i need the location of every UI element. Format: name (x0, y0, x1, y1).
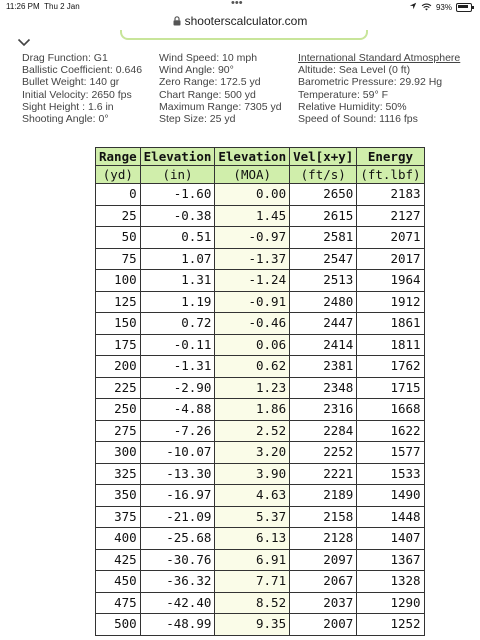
chevron-down-icon (17, 34, 31, 52)
unit-elevation-moa: (MOA) (215, 166, 290, 184)
cell-velocity: 2252 (290, 442, 357, 464)
cell-elevation-in: -2.90 (140, 377, 215, 399)
cell-energy: 1715 (357, 377, 424, 399)
param-wind-speed: Wind Speed: 10 mph (159, 52, 258, 64)
cell-range: 200 (96, 356, 141, 378)
cell-elevation-in: -0.11 (140, 334, 215, 356)
cell-range: 25 (96, 205, 141, 227)
table-row (96, 549, 425, 571)
param-speed-of-sound: Speed of Sound: 1116 fps (298, 112, 418, 125)
cell-velocity: 2615 (290, 205, 357, 227)
cell-elevation-in: -0.38 (140, 205, 215, 227)
cell-elevation-moa: -0.91 (215, 291, 290, 313)
table-row (96, 270, 425, 292)
status-date: Thu 2 Jan (44, 2, 80, 11)
cell-energy: 1762 (357, 356, 424, 378)
table-row (96, 442, 425, 464)
param-step-size: Step Size: 25 yd (159, 112, 236, 125)
cell-elevation-moa: 0.00 (215, 184, 290, 206)
table-row (96, 356, 425, 378)
cell-energy: 1533 (357, 463, 424, 485)
param-bullet-weight: Bullet Weight: 140 gr (22, 76, 120, 89)
table-row (96, 592, 425, 614)
cell-elevation-moa: 9.35 (215, 614, 290, 636)
cell-elevation-moa: 0.06 (215, 334, 290, 356)
cell-velocity: 2007 (290, 614, 357, 636)
param-barometric-pressure: Barometric Pressure: 29.92 Hg (298, 76, 443, 89)
cell-energy: 2183 (357, 184, 424, 206)
cell-energy: 2017 (357, 248, 424, 270)
cell-velocity: 2158 (290, 506, 357, 528)
cell-energy: 1407 (357, 528, 424, 550)
cell-velocity: 2284 (290, 420, 357, 442)
cell-range: 450 (96, 571, 141, 593)
cell-elevation-moa: 0.62 (215, 356, 290, 378)
battery-percent: 93% (435, 2, 452, 12)
unit-velocity: (ft/s) (290, 166, 357, 184)
cell-energy: 1577 (357, 442, 424, 464)
param-initial-velocity: Initial Velocity: 2650 fps (22, 88, 132, 101)
param-zero-range: Zero Range: 172.5 yd (159, 76, 261, 89)
cell-elevation-moa: 1.45 (215, 205, 290, 227)
param-sight-height: Sight Height : 1.6 in (22, 100, 114, 113)
cell-energy: 1328 (357, 571, 424, 593)
cell-range: 300 (96, 442, 141, 464)
cell-velocity: 2037 (290, 592, 357, 614)
cell-elevation-in: -16.97 (140, 485, 215, 507)
cell-elevation-in: -13.30 (140, 463, 215, 485)
cell-elevation-moa: 3.90 (215, 463, 290, 485)
cell-energy: 1811 (357, 334, 424, 356)
cell-elevation-moa: 1.23 (215, 377, 290, 399)
cell-elevation-moa: 8.52 (215, 592, 290, 614)
unit-elevation-in: (in) (140, 166, 215, 184)
table-row (96, 227, 425, 249)
table-header-row (96, 148, 425, 166)
cell-velocity: 2447 (290, 313, 357, 335)
status-right (409, 2, 472, 12)
cell-energy: 1622 (357, 420, 424, 442)
table-row (96, 420, 425, 442)
param-relative-humidity: Relative Humidity: 50% (298, 100, 407, 113)
cell-range: 475 (96, 592, 141, 614)
status-time: 11:26 PM (6, 2, 40, 11)
unit-energy: (ft.lbf) (357, 166, 424, 184)
col-header-velocity: Vel[x+y] (290, 148, 357, 166)
cell-velocity: 2097 (290, 549, 357, 571)
lock-icon (173, 16, 181, 26)
status-time-date (6, 2, 80, 11)
cell-energy: 2071 (357, 227, 424, 249)
cell-elevation-moa: 5.37 (215, 506, 290, 528)
cell-velocity: 2348 (290, 377, 357, 399)
calculation-parameters (0, 52, 480, 132)
param-shooting-angle: Shooting Angle: 0° (22, 112, 109, 125)
param-wind-angle: Wind Angle: 90° (159, 64, 234, 77)
cell-energy: 2127 (357, 205, 424, 227)
cell-elevation-in: 1.19 (140, 291, 215, 313)
table-row (96, 291, 425, 313)
cell-elevation-in: -42.40 (140, 592, 215, 614)
cell-elevation-in: -36.32 (140, 571, 215, 593)
param-chart-range: Chart Range: 500 yd (159, 88, 256, 101)
cell-elevation-in: -25.68 (140, 528, 215, 550)
table-row (96, 377, 425, 399)
cell-elevation-moa: -0.97 (215, 227, 290, 249)
param-altitude: Altitude: Sea Level (0 ft) (298, 64, 411, 77)
multitask-dots-icon[interactable]: ••• (231, 0, 243, 9)
cell-range: 125 (96, 291, 141, 313)
cell-energy: 1290 (357, 592, 424, 614)
cell-elevation-in: 1.07 (140, 248, 215, 270)
address-bar[interactable] (0, 12, 480, 30)
table-body (96, 184, 425, 636)
table-row (96, 506, 425, 528)
cell-elevation-in: -1.60 (140, 184, 215, 206)
collapsed-panel-edge (120, 30, 368, 40)
url-domain: shooterscalculator.com (184, 14, 308, 28)
cell-range: 175 (96, 334, 141, 356)
cell-energy: 1490 (357, 485, 424, 507)
cell-range: 375 (96, 506, 141, 528)
parameters-column-atmosphere (298, 52, 460, 125)
col-header-elevation-in: Elevation (140, 148, 215, 166)
cell-range: 225 (96, 377, 141, 399)
cell-energy: 1861 (357, 313, 424, 335)
battery-icon (456, 3, 472, 12)
cell-elevation-in: -21.09 (140, 506, 215, 528)
param-temperature: Temperature: 59° F (298, 88, 388, 101)
location-icon (409, 2, 417, 12)
cell-elevation-moa: 4.63 (215, 485, 290, 507)
cell-range: 250 (96, 399, 141, 421)
cell-elevation-moa: 3.20 (215, 442, 290, 464)
cell-energy: 1912 (357, 291, 424, 313)
col-header-range: Range (96, 148, 141, 166)
atmosphere-link[interactable]: International Standard Atmosphere (298, 52, 461, 64)
col-header-elevation-moa: Elevation (215, 148, 290, 166)
table-row (96, 205, 425, 227)
cell-velocity: 2414 (290, 334, 357, 356)
cell-velocity: 2316 (290, 399, 357, 421)
cell-range: 350 (96, 485, 141, 507)
table-row (96, 463, 425, 485)
table-row (96, 485, 425, 507)
cell-energy: 1964 (357, 270, 424, 292)
cell-velocity: 2581 (290, 227, 357, 249)
cell-elevation-moa: -1.37 (215, 248, 290, 270)
cell-velocity: 2067 (290, 571, 357, 593)
cell-elevation-moa: -1.24 (215, 270, 290, 292)
cell-elevation-moa: 7.71 (215, 571, 290, 593)
cell-elevation-moa: 2.52 (215, 420, 290, 442)
cell-range: 0 (96, 184, 141, 206)
param-drag-function: Drag Function: G1 (22, 52, 108, 64)
cell-range: 75 (96, 248, 141, 270)
cell-velocity: 2128 (290, 528, 357, 550)
cell-elevation-moa: 6.91 (215, 549, 290, 571)
cell-elevation-in: -4.88 (140, 399, 215, 421)
cell-elevation-moa: -0.46 (215, 313, 290, 335)
cell-range: 425 (96, 549, 141, 571)
cell-velocity: 2381 (290, 356, 357, 378)
cell-velocity: 2547 (290, 248, 357, 270)
cell-energy: 1252 (357, 614, 424, 636)
table-row (96, 399, 425, 421)
cell-elevation-in: -10.07 (140, 442, 215, 464)
cell-range: 100 (96, 270, 141, 292)
ballistics-table (95, 147, 425, 636)
col-header-energy: Energy (357, 148, 424, 166)
cell-range: 50 (96, 227, 141, 249)
cell-elevation-in: -7.26 (140, 420, 215, 442)
table-row (96, 528, 425, 550)
table-row (96, 313, 425, 335)
table-row (96, 334, 425, 356)
table-row (96, 614, 425, 636)
collapse-toggle-button[interactable] (12, 34, 36, 52)
cell-elevation-in: 1.31 (140, 270, 215, 292)
cell-energy: 1668 (357, 399, 424, 421)
cell-elevation-moa: 6.13 (215, 528, 290, 550)
parameters-column-range (159, 52, 282, 125)
table-row (96, 248, 425, 270)
cell-energy: 1448 (357, 506, 424, 528)
cell-range: 275 (96, 420, 141, 442)
parameters-column-projectile (22, 52, 142, 125)
cell-elevation-moa: 1.86 (215, 399, 290, 421)
cell-range: 325 (96, 463, 141, 485)
cell-velocity: 2221 (290, 463, 357, 485)
cell-range: 400 (96, 528, 141, 550)
table-units-row (96, 166, 425, 184)
cell-elevation-in: -48.99 (140, 614, 215, 636)
param-maximum-range: Maximum Range: 7305 yd (159, 100, 282, 113)
cell-energy: 1367 (357, 549, 424, 571)
table-row (96, 184, 425, 206)
cell-velocity: 2189 (290, 485, 357, 507)
cell-velocity: 2650 (290, 184, 357, 206)
cell-elevation-in: 0.51 (140, 227, 215, 249)
wifi-icon (421, 3, 432, 11)
cell-velocity: 2513 (290, 270, 357, 292)
param-ballistic-coefficient: Ballistic Coefficient: 0.646 (22, 64, 143, 77)
unit-range: (yd) (96, 166, 141, 184)
table-row (96, 571, 425, 593)
cell-range: 150 (96, 313, 141, 335)
cell-elevation-in: -1.31 (140, 356, 215, 378)
cell-velocity: 2480 (290, 291, 357, 313)
cell-elevation-in: -30.76 (140, 549, 215, 571)
cell-range: 500 (96, 614, 141, 636)
cell-elevation-in: 0.72 (140, 313, 215, 335)
